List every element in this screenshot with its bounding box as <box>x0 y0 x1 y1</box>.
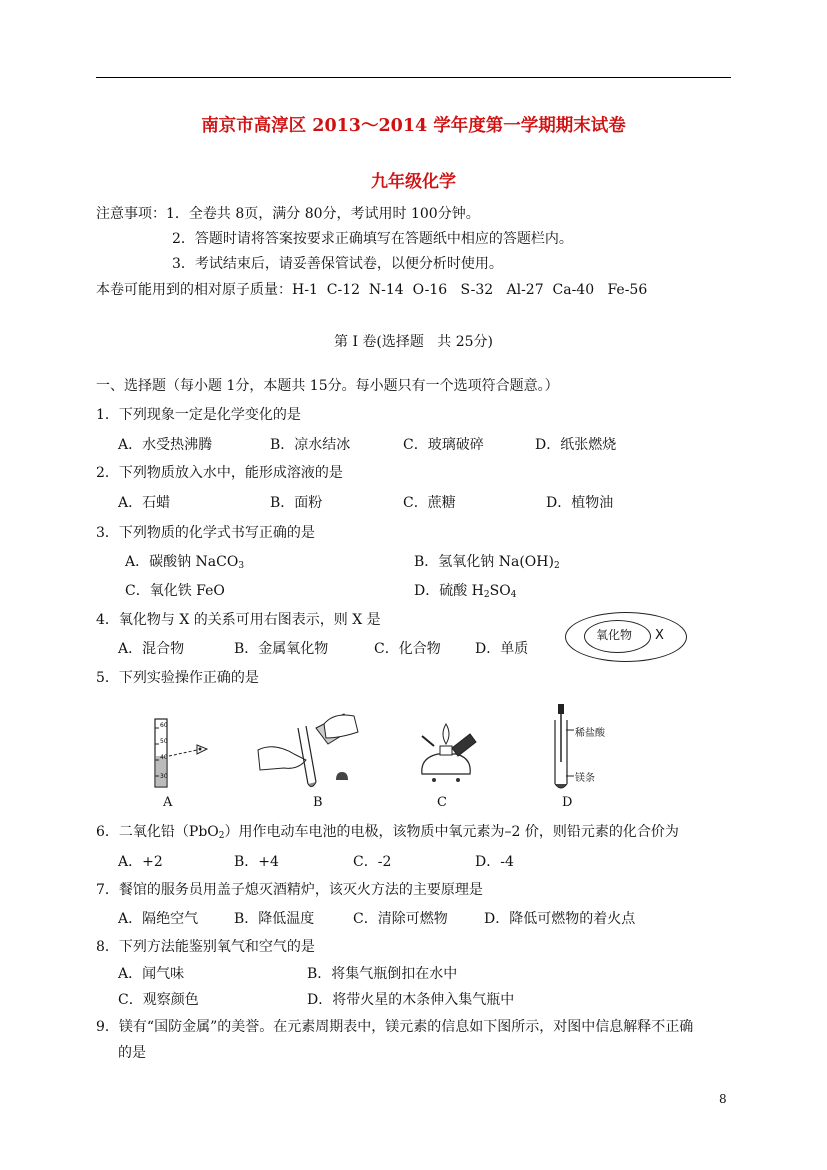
q7-option-b: B．降低温度 <box>234 911 315 927</box>
q2-stem: 2．下列物质放入水中，能形成溶液的是 <box>96 465 343 481</box>
venn-inner-label: 氧化物 <box>596 628 633 642</box>
q2-option-d: D．植物油 <box>546 495 614 511</box>
q3-option-b: B．氢氧化钠 $Na(OH)_2$ <box>414 554 560 571</box>
cylinder-tick-40: 40 <box>160 754 168 761</box>
magnesium-ribbon-label: 镁条 <box>575 773 595 784</box>
q1-stem: 1．下列现象一定是化学变化的是 <box>96 407 301 423</box>
q4-stem: 4．氧化物与 X 的关系可用右图表示，则 X 是 <box>96 612 381 628</box>
q6-option-a: A．+2 <box>118 854 163 870</box>
dropper-label: 稀盐酸 <box>575 728 605 739</box>
cylinder-tick-50: 50 <box>160 738 168 745</box>
q7-option-d: D．降低可燃物的着火点 <box>484 911 636 927</box>
note-1: 1．全卷共 8页，满分 80分，考试用时 100分钟。 <box>166 206 480 222</box>
q9-stem-line-1: 9．镁有“国防金属”的美誉。在元素周期表中，镁元素的信息如下图所示，对图中信息解释不正确 <box>96 1019 694 1035</box>
q8-option-c: C．观察颜色 <box>118 992 199 1008</box>
q8-option-b: B．将集气瓶倒扣在水中 <box>307 966 458 982</box>
q2-option-b: B．面粉 <box>270 495 323 511</box>
q1-option-d: D．纸张燃烧 <box>535 437 617 453</box>
q2-option-a: A．石蜡 <box>118 495 171 511</box>
figure-a-label: A <box>163 795 173 810</box>
notes-lead: 注意事项： <box>96 206 166 222</box>
q9-stem-line-2: 的是 <box>118 1045 146 1061</box>
q6-option-d: D．-4 <box>475 854 514 870</box>
q1-option-c: C．玻璃破碎 <box>403 437 484 453</box>
q2-option-c: C．蔗糖 <box>403 495 456 511</box>
figure-c-label: C <box>437 795 447 810</box>
q3-option-c: C．氧化铁 FeO <box>125 583 225 599</box>
figure-b-label: B <box>313 795 323 810</box>
q6-stem: 6．二氧化铅（PbO$_2$）用作电动车电池的电极，该物质中氧元素为–2 价，则铅元素的化合价为 <box>96 824 679 841</box>
notes-line-1 <box>96 203 480 223</box>
q1-option-b: B．凉水结冰 <box>270 437 351 453</box>
q8-option-a: A．闻气味 <box>118 966 185 982</box>
atomic-masses: 本卷可能用到的相对原子质量：H-1 C-12 N-14 O-16 S-32 Al-27 Ca-40 Fe-56 <box>96 282 648 298</box>
q1-option-a: A．水受热沸腾 <box>118 437 213 453</box>
cylinder-tick-30: 30 <box>160 773 168 780</box>
section-intro: 一、选择题（每小题 1分，本题共 15分。每小题只有一个选项符合题意。） <box>96 378 559 394</box>
q7-option-a: A．隔绝空气 <box>118 911 199 927</box>
q4-option-b: B．金属氧化物 <box>234 641 329 657</box>
q3-option-d: D．硫酸 $H_2SO_4$ <box>414 583 517 600</box>
note-2: 2．答题时请将答案按要求正确填写在答题纸中相应的答题栏内。 <box>172 231 573 247</box>
figure-d-label: D <box>562 795 573 810</box>
q4-option-d: D．单质 <box>475 641 529 657</box>
q4-option-c: C．化合物 <box>374 641 441 657</box>
cylinder-tick-60: 60 <box>160 722 168 729</box>
q5-stem: 5．下列实验操作正确的是 <box>96 670 259 686</box>
q7-stem: 7．餐馆的服务员用盖子熄灭酒精炉，该灭火方法的主要原理是 <box>96 882 483 898</box>
venn-outer-label: X <box>655 628 664 643</box>
q6-option-c: C．-2 <box>353 854 392 870</box>
q4-option-a: A．混合物 <box>118 641 185 657</box>
header-rule <box>96 77 731 78</box>
exam-title: 南京市高淳区 2013～2014 学年度第一学期期末试卷 <box>201 116 626 136</box>
exam-subtitle: 九年级化学 <box>371 172 456 192</box>
q6-option-b: B．+4 <box>234 854 279 870</box>
q8-stem: 8．下列方法能鉴别氧气和空气的是 <box>96 939 315 955</box>
note-3: 3．考试结束后，请妥善保管试卷，以便分析时使用。 <box>172 256 503 272</box>
figure-a-reading-cylinder <box>145 716 215 792</box>
section-heading: 第 I 卷(选择题 共 25分) <box>334 334 493 350</box>
q3-stem: 3．下列物质的化学式书写正确的是 <box>96 525 315 541</box>
q8-option-d: D．将带火星的木条伸入集气瓶中 <box>307 992 515 1008</box>
page-number: 8 <box>719 1092 727 1106</box>
q3-option-a: A．碳酸钠 NaCO$_3$ <box>125 554 245 571</box>
figure-c-alcohol-lamp <box>412 718 482 788</box>
figure-b-pouring-liquid <box>254 710 364 794</box>
q7-option-c: C．清除可燃物 <box>353 911 448 927</box>
